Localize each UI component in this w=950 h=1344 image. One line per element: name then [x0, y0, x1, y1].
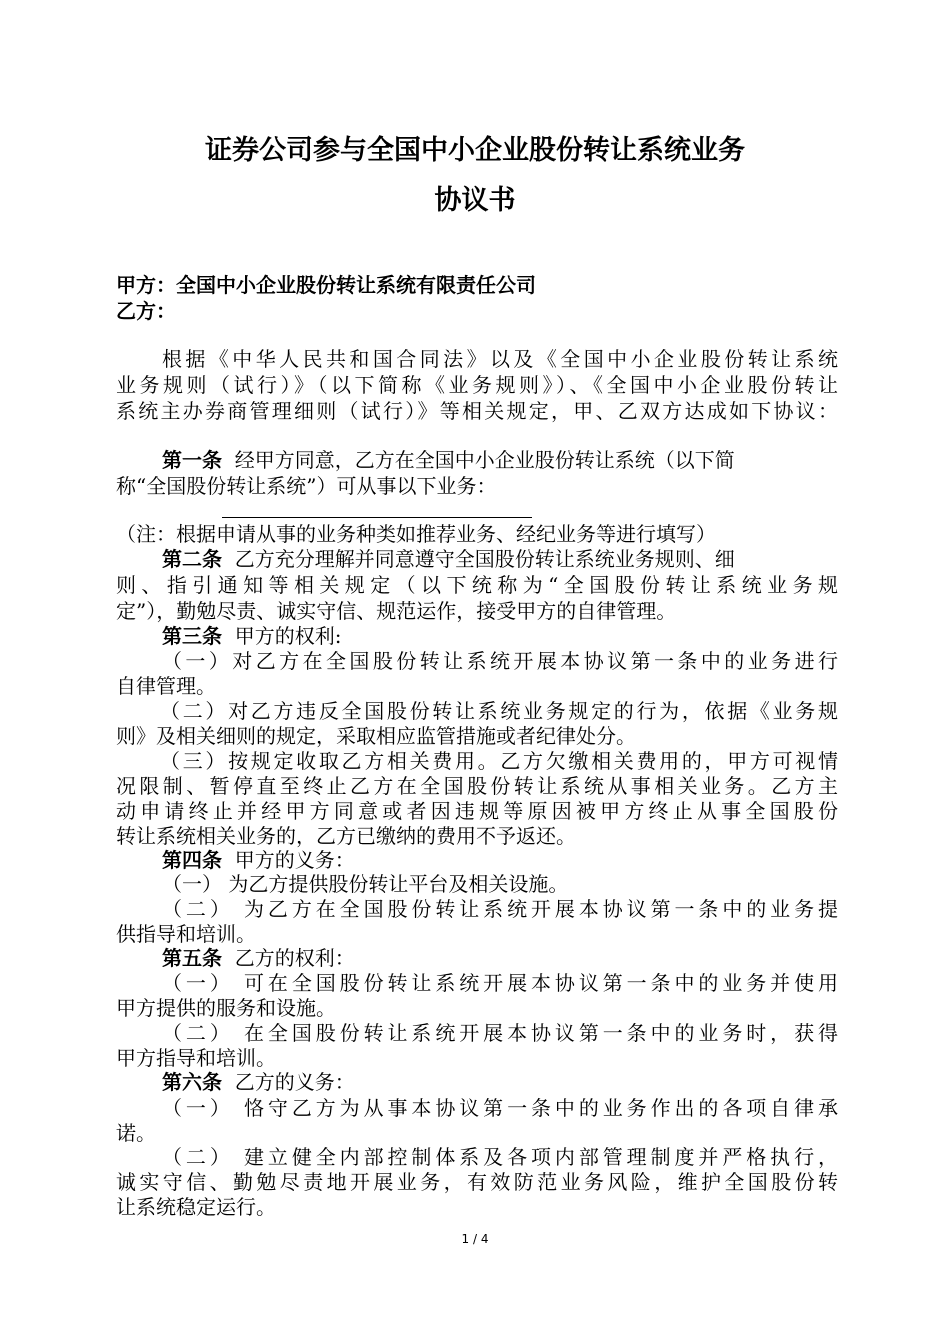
article-5 [162, 945, 838, 971]
intro-line: 系统主办券商管理细则（试行）》等相关规定，甲、乙双方达成如下协议： [116, 399, 838, 423]
article-5-text: 乙方的权利： [234, 946, 355, 970]
article-6-item: （一） 恪守乙方为从事本协议第一条中的业务作出的各项自律承 [162, 1096, 838, 1120]
article-1-heading: 第一条 [162, 448, 222, 472]
party-b: 乙方： [116, 299, 176, 323]
article-3-item: 则》及相关细则的规定，采取相应监管措施或者纪律处分。 [116, 724, 636, 748]
article-1 [162, 447, 838, 473]
article-4-item: 供指导和培训。 [116, 922, 256, 946]
article-3-text: 甲方的权利: [234, 624, 342, 648]
article-3-item: 动申请终止并经甲方同意或者因违规等原因被甲方终止从事全国股份 [116, 799, 838, 823]
article-5-item: 甲方提供的服务和设施。 [116, 996, 336, 1020]
article-2 [162, 546, 838, 572]
intro-line: 业务规则（试行）》（以下简称《业务规则》）、《全国中小企业股份转让 [116, 373, 838, 397]
article-2-heading: 第二条 [162, 547, 222, 571]
article-4-item: （一） 为乙方提供股份转让平台及相关设施。 [162, 872, 569, 896]
article-2-text: 则、指引通知等相关规定（以下统称为“全国股份转让系统业务规 [116, 573, 838, 597]
article-4-item: （二） 为乙方在全国股份转让系统开展本协议第一条中的业务提 [162, 897, 838, 921]
article-5-heading: 第五条 [162, 946, 222, 970]
fill-in-blank [222, 517, 532, 518]
article-6-heading: 第六条 [162, 1070, 222, 1094]
article-2-text: 乙方充分理解并同意遵守全国股份转让系统业务规则、细 [234, 547, 735, 571]
article-6-item: 诚实守信、勤勉尽责地开展业务，有效防范业务风险，维护全国股份转 [116, 1170, 838, 1194]
article-4-text: 甲方的义务： [234, 848, 355, 872]
article-1-note: （注：根据申请从事的业务种类如推荐业务、经纪业务等进行填写） [116, 522, 716, 546]
article-6-item: （二） 建立健全内部控制体系及各项内部管理制度并严格执行， [162, 1145, 838, 1169]
article-3-item: （三）按规定收取乙方相关费用。乙方欠缴相关费用的，甲方可视情 [160, 749, 838, 773]
article-5-item: （二） 在全国股份转让系统开展本协议第一条中的业务时，获得 [162, 1021, 838, 1045]
article-3-heading: 第三条 [162, 624, 222, 648]
page-number: 1 / 4 [461, 1232, 489, 1246]
article-6-item: 诺。 [116, 1121, 156, 1145]
intro-line: 根据《中华人民共和国合同法》以及《全国中小企业股份转让系统 [162, 347, 838, 371]
article-6 [162, 1069, 838, 1095]
article-3-item: 转让系统相关业务的，乙方已缴纳的费用不予返还。 [116, 824, 576, 848]
document-title-line1: 证券公司参与全国中小企业股份转让系统业务 [205, 135, 745, 166]
article-3-item: 况限制、暂停直至终止乙方在全国股份转让系统从事相关业务。乙方主 [116, 774, 838, 798]
document-title-line2: 协议书 [434, 185, 516, 216]
party-a: 甲方：全国中小企业股份转让系统有限责任公司 [116, 273, 536, 297]
article-3 [162, 623, 838, 649]
article-3-item: 自律管理。 [116, 674, 216, 698]
article-1-text: 经甲方同意，乙方在全国中小企业股份转让系统（以下简 [234, 448, 735, 472]
article-5-item: 甲方指导和培训。 [116, 1046, 276, 1070]
article-2-text: 定”），勤勉尽责、诚实守信、规范运作，接受甲方的自律管理。 [116, 599, 677, 623]
article-6-item: 让系统稳定运行。 [116, 1195, 276, 1219]
article-3-item: （二）对乙方违反全国股份转让系统业务规定的行为，依据《业务规 [160, 699, 838, 723]
article-1-text: 称“全国股份转让系统”）可从事以下业务： [116, 474, 497, 498]
article-5-item: （一） 可在全国股份转让系统开展本协议第一条中的业务并使用 [162, 971, 838, 995]
article-3-item: （一）对乙方在全国股份转让系统开展本协议第一条中的业务进行 [162, 649, 838, 673]
article-4 [162, 847, 838, 873]
article-4-heading: 第四条 [162, 848, 222, 872]
article-6-text: 乙方的义务： [234, 1070, 355, 1094]
